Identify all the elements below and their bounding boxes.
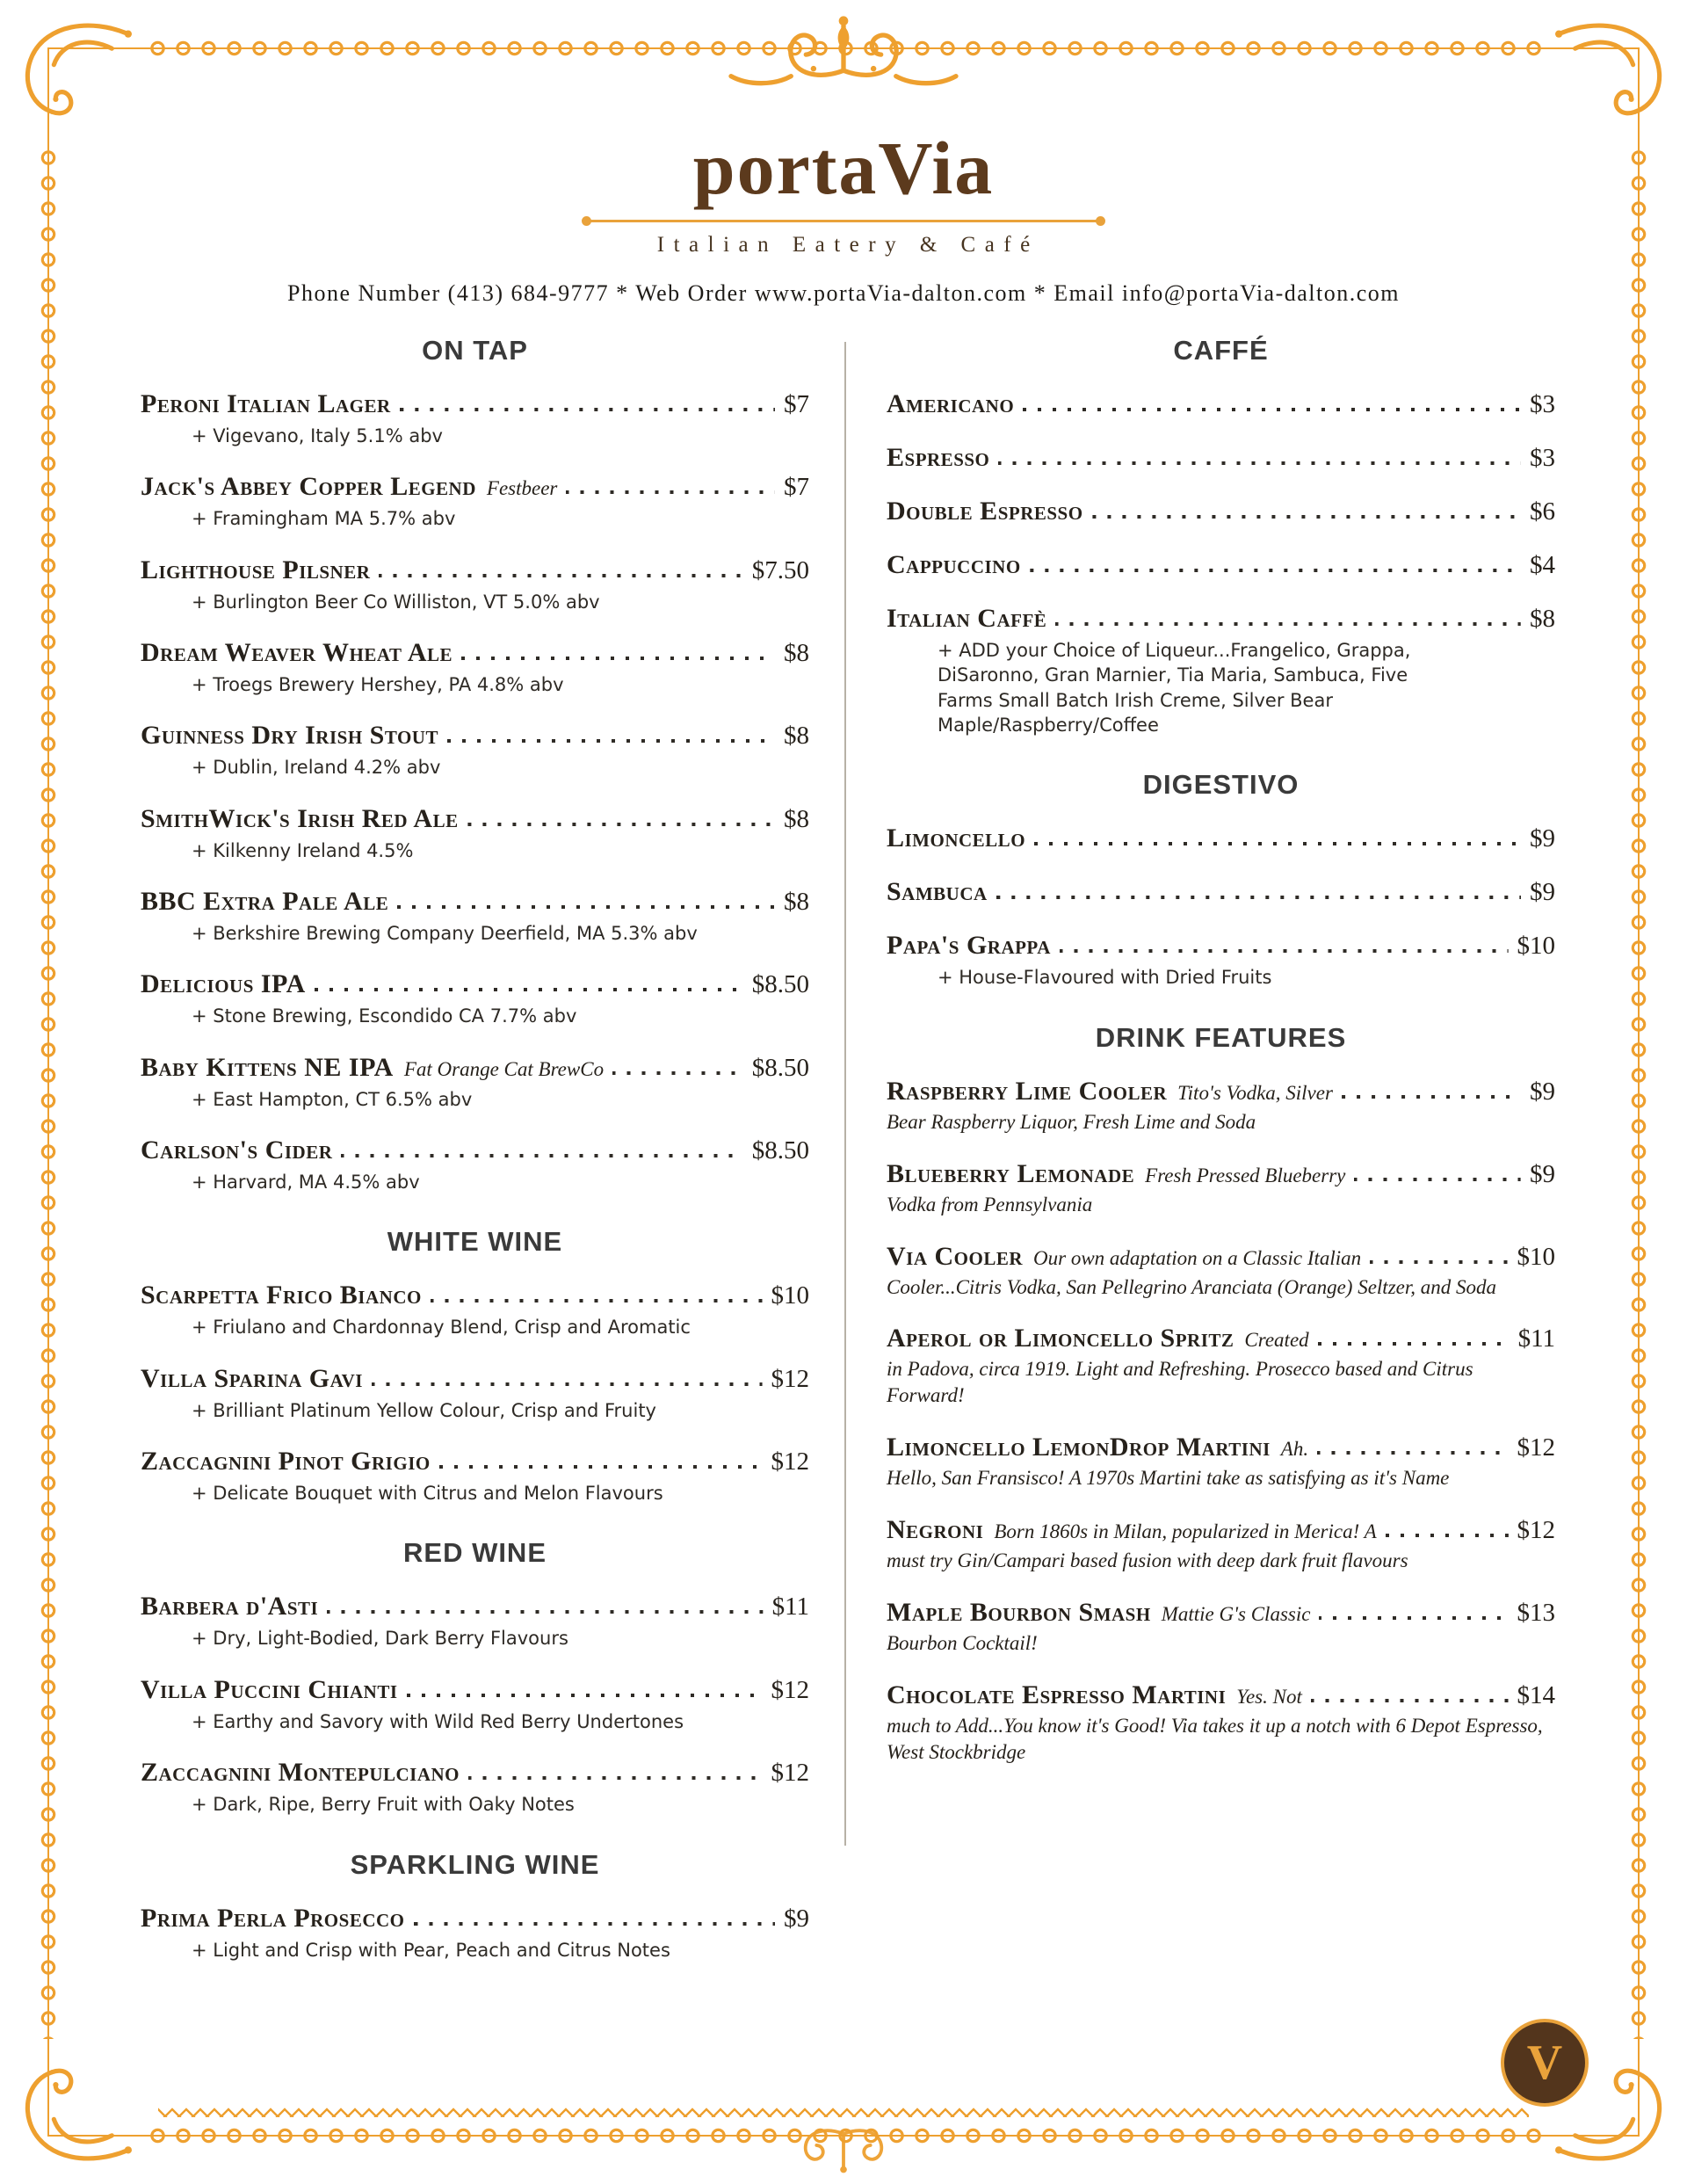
item-price: $7	[784, 390, 809, 418]
section-items	[141, 389, 809, 1194]
item-name: Villa Sparina Gavi	[141, 1363, 363, 1393]
item-price: $7.50	[751, 555, 809, 584]
menu-header	[0, 0, 1687, 307]
dotted-leader	[566, 490, 775, 494]
section-title: WHITE WINE	[387, 1226, 563, 1258]
menu-item-row	[141, 1592, 809, 1622]
item-description: + Burlington Beer Co Williston, VT 5.0% abv	[192, 591, 600, 613]
item-price: $8.50	[751, 1136, 809, 1165]
menu-item-row	[887, 443, 1555, 473]
item-description: + Kilkenny Ireland 4.5%	[192, 839, 414, 861]
item-name: Cappuccino	[887, 550, 1021, 579]
item-name: Italian Caffè	[887, 604, 1047, 633]
menu-item-row	[141, 1447, 809, 1477]
menu-section	[887, 769, 1555, 990]
section-title: ON TAP	[422, 335, 528, 366]
menu-item-row	[887, 1324, 1555, 1353]
menu-item-row	[141, 969, 809, 999]
item-price: $9	[1530, 878, 1555, 907]
item-description: + East Hampton, CT 6.5% abv	[192, 1088, 473, 1110]
item-price: $10	[1517, 932, 1555, 961]
item-price: $6	[1530, 497, 1555, 526]
item-price: $12	[771, 1364, 809, 1393]
item-name: Chocolate Espresso Martini	[887, 1680, 1227, 1709]
item-price: $9	[1530, 824, 1555, 853]
section-items	[141, 1904, 809, 1963]
dotted-leader	[1023, 408, 1521, 411]
item-price: $12	[1517, 1516, 1555, 1545]
section-items	[887, 389, 1555, 737]
item-price: $3	[1530, 390, 1555, 418]
item-name: Negroni	[887, 1515, 984, 1545]
menu-item-row	[141, 1758, 809, 1788]
item-price: $8	[1530, 605, 1555, 633]
menu-item	[887, 1242, 1555, 1301]
dotted-leader	[341, 1154, 742, 1157]
dotted-leader	[998, 461, 1521, 465]
menu-item	[141, 721, 809, 780]
item-price: $12	[771, 1759, 809, 1788]
menu-item-row	[887, 1680, 1555, 1710]
menu-section	[141, 335, 809, 1194]
menu-item	[887, 497, 1555, 526]
item-note: Fresh Pressed Blueberry	[1145, 1164, 1346, 1186]
dotted-leader	[1092, 515, 1521, 519]
item-name: Scarpetta Frico Bianco	[141, 1281, 422, 1310]
item-price: $8.50	[751, 970, 809, 999]
dotted-leader	[397, 905, 775, 909]
menu-item-row	[887, 1433, 1555, 1462]
dotted-leader	[1319, 1616, 1508, 1620]
item-price: $8	[784, 722, 809, 751]
menu-item	[141, 1758, 809, 1817]
item-name: Zaccagnini Pinot Grigio	[141, 1447, 431, 1477]
menu-item	[141, 1592, 809, 1651]
section-items	[887, 824, 1555, 990]
item-description: + Stone Brewing, Escondido CA 7.7% abv	[192, 1005, 577, 1027]
section-title: DIGESTIVO	[1142, 769, 1300, 801]
menu-item-row	[887, 1515, 1555, 1545]
menu-item-row	[887, 1598, 1555, 1628]
section-items	[141, 1281, 809, 1506]
dotted-leader	[414, 1922, 776, 1926]
dotted-leader	[1318, 1342, 1510, 1346]
item-price: $3	[1530, 444, 1555, 472]
menu-item	[887, 1077, 1555, 1136]
item-price: $8	[784, 804, 809, 833]
item-description: + Dry, Light-Bodied, Dark Berry Flavours	[192, 1628, 568, 1650]
item-name: Blueberry Lemonade	[887, 1158, 1135, 1188]
item-description: + Friulano and Chardonnay Blend, Crisp and Aromatic	[192, 1317, 691, 1339]
menu-item-row	[887, 550, 1555, 580]
item-description: + Delicate Bouquet with Citrus and Melon Flavours	[192, 1483, 663, 1505]
item-note: Created	[1244, 1329, 1309, 1352]
menu-item	[141, 969, 809, 1028]
section-title: RED WINE	[403, 1537, 547, 1569]
item-description-italic: Vodka from Pennsylvania	[887, 1193, 1093, 1215]
item-note: Festbeer	[486, 477, 558, 500]
menu-item	[887, 1159, 1555, 1218]
section-items	[141, 1592, 809, 1817]
menu-section	[887, 1022, 1555, 1766]
item-name: Via Cooler	[887, 1241, 1024, 1271]
item-note: Our own adaptation on a Classic Italian	[1033, 1246, 1362, 1269]
item-description: + Dark, Ripe, Berry Fruit with Oaky Notes	[192, 1794, 575, 1816]
dotted-leader	[400, 408, 775, 411]
menu-item	[141, 1904, 809, 1963]
dotted-leader	[461, 657, 775, 660]
item-name: Limoncello	[887, 824, 1026, 853]
item-name: BBC Extra Pale Ale	[141, 887, 389, 917]
item-price: $12	[771, 1675, 809, 1704]
dotted-leader	[1311, 1699, 1509, 1702]
dotted-leader	[439, 1465, 763, 1469]
section-title: SPARKLING WINE	[350, 1848, 600, 1880]
menu-item-row	[141, 721, 809, 751]
item-note: Fat Orange Cat BrewCo	[403, 1057, 605, 1080]
item-name: Dream Weaver Wheat Ale	[141, 638, 453, 668]
dotted-leader	[372, 1382, 763, 1386]
menu-item-row	[887, 824, 1555, 853]
item-description-italic: Cooler...Citris Vodka, San Pellegrino Aranciata (Orange) Seltzer, and Soda	[887, 1275, 1497, 1298]
menu-item	[141, 389, 809, 448]
menu-item	[887, 1324, 1555, 1409]
bottom-flourish-icon	[742, 2096, 945, 2177]
item-note: Ah.	[1280, 1438, 1309, 1461]
dotted-leader	[1034, 842, 1521, 845]
item-description-italic: in Padova, circa 1919. Light and Refreshing. Prosecco based and Citrus Forward!	[887, 1358, 1473, 1407]
item-price: $9	[784, 1904, 809, 1933]
dotted-leader	[1030, 569, 1521, 572]
item-name: Villa Puccini Chianti	[141, 1674, 398, 1704]
menu-item	[887, 389, 1555, 419]
menu-columns	[0, 307, 1687, 1986]
menu-item-row	[141, 1053, 809, 1083]
item-description-italic: Hello, San Fransisco! A 1970s Martini take as satisfying as it's Name	[887, 1467, 1450, 1490]
item-note: Tito's Vodka, Silver	[1177, 1081, 1333, 1104]
item-name: Double Espresso	[887, 497, 1083, 526]
menu-item	[141, 1364, 809, 1423]
section-items	[887, 1077, 1555, 1766]
item-name: Raspberry Lime Cooler	[887, 1076, 1168, 1106]
dotted-leader	[1060, 949, 1509, 953]
item-description: + House-Flavoured with Dried Fruits	[938, 967, 1272, 989]
menu-item	[887, 604, 1555, 737]
menu-item	[887, 824, 1555, 853]
menu-item-row	[141, 1136, 809, 1165]
menu-item	[141, 472, 809, 531]
menu-item-row	[887, 497, 1555, 526]
menu-item	[887, 1598, 1555, 1657]
dotted-leader	[407, 1694, 763, 1697]
menu-item-row	[887, 604, 1555, 634]
dotted-leader	[431, 1299, 763, 1302]
item-name: Barbera d'Asti	[141, 1592, 319, 1622]
item-description: + Harvard, MA 4.5% abv	[192, 1172, 420, 1194]
menu-item-row	[887, 1242, 1555, 1272]
item-price: $7	[784, 473, 809, 502]
item-description: + Brilliant Platinum Yellow Colour, Crisp and Fruity	[192, 1399, 656, 1421]
menu-section	[887, 335, 1555, 737]
menu-item-row	[141, 1904, 809, 1934]
item-price: $14	[1517, 1680, 1555, 1709]
menu-item	[141, 1136, 809, 1194]
menu-item	[887, 1433, 1555, 1491]
item-name: Prima Perla Prosecco	[141, 1903, 405, 1933]
item-price: $9	[1530, 1077, 1555, 1106]
menu-item-row	[141, 1364, 809, 1394]
dotted-leader	[1370, 1260, 1508, 1264]
menu-item	[141, 555, 809, 614]
item-note: Mattie G's Classic	[1161, 1602, 1311, 1625]
menu-column-right	[846, 330, 1555, 1986]
item-description-italic: Bear Raspberry Liquor, Fresh Lime and Soda	[887, 1110, 1256, 1133]
item-name: Peroni Italian Lager	[141, 389, 391, 418]
dotted-leader	[1354, 1178, 1521, 1181]
menu-section	[141, 1537, 809, 1817]
item-price: $4	[1530, 551, 1555, 579]
zigzag-border-bottom	[158, 2106, 1529, 2117]
dotted-leader	[996, 896, 1521, 899]
menu-item	[141, 1447, 809, 1506]
item-price: $12	[771, 1448, 809, 1477]
item-name: Delicious IPA	[141, 969, 306, 999]
item-description: + Berkshire Brewing Company Deerfield, MA 5.3% abv	[192, 923, 698, 945]
dotted-leader	[315, 988, 743, 991]
menu-column-left	[141, 330, 844, 1986]
dotted-leader	[327, 1610, 763, 1614]
item-note: Yes. Not	[1236, 1685, 1302, 1708]
item-description: + Vigevano, Italy 5.1% abv	[192, 425, 443, 446]
dotted-leader	[379, 574, 742, 577]
item-price: $13	[1517, 1598, 1555, 1627]
item-description-italic: Bourbon Cocktail!	[887, 1631, 1038, 1654]
brand-tagline: Italian Eatery & Café	[656, 233, 1039, 257]
item-name: Espresso	[887, 443, 990, 472]
item-name: Americano	[887, 389, 1015, 418]
menu-item	[887, 1680, 1555, 1766]
menu-item	[887, 443, 1555, 473]
item-name: Jack's Abbey Copper Legend	[141, 472, 476, 502]
menu-item-row	[141, 1675, 809, 1705]
menu-item-row	[141, 389, 809, 419]
menu-item	[887, 1515, 1555, 1574]
menu-item	[141, 1281, 809, 1339]
item-name: Maple Bourbon Smash	[887, 1597, 1151, 1627]
corner-flourish-icon	[14, 2052, 132, 2170]
item-price: $12	[1517, 1433, 1555, 1462]
menu-item-row	[887, 931, 1555, 961]
item-price: $9	[1530, 1159, 1555, 1188]
section-title: DRINK FEATURES	[1095, 1021, 1347, 1053]
dotted-leader	[1317, 1451, 1508, 1455]
item-name: Guinness Dry Irish Stout	[141, 721, 438, 751]
menu-item	[887, 550, 1555, 580]
dotted-leader	[1055, 622, 1521, 626]
contact-line: Phone Number (413) 684-9777 * Web Order www.portaVia-dalton.com * Email info@portaVia-dalton.com	[286, 280, 1400, 306]
dotted-leader	[1386, 1534, 1509, 1537]
item-name: SmithWick's Irish Red Ale	[141, 803, 459, 833]
menu-section	[141, 1226, 809, 1506]
dotted-leader	[612, 1071, 743, 1075]
item-price: $11	[771, 1593, 809, 1622]
dotted-leader	[468, 1776, 762, 1780]
menu-item	[141, 1675, 809, 1734]
item-price: $10	[771, 1281, 809, 1310]
dotted-leader	[447, 739, 775, 743]
menu-item	[141, 887, 809, 946]
menu-item	[141, 638, 809, 697]
item-name: Sambuca	[887, 877, 988, 907]
item-name: Baby Kittens NE IPA	[141, 1052, 394, 1082]
menu-item	[141, 804, 809, 863]
item-name: Carlson's Cider	[141, 1136, 333, 1165]
brand-logo: portaVia	[692, 126, 995, 210]
item-price: $8	[784, 888, 809, 917]
ornate-border-bottom	[145, 2122, 1542, 2149]
item-description: + Earthy and Savory with Wild Red Berry Undertones	[192, 1710, 684, 1732]
item-name: Lighthouse Pilsner	[141, 555, 371, 584]
dotted-leader	[467, 823, 775, 826]
menu-item	[887, 931, 1555, 990]
item-description-italic: must try Gin/Campari based fusion with deep dark fruit flavours	[887, 1549, 1408, 1572]
brand-badge	[1501, 2019, 1589, 2107]
item-description: + ADD your Choice of Liqueur...Frangelico, Grappa, DiSaronno, Gran Marnier, Tia Maria, Sambuca, Five Farms Small Batch Irish Creme, Silver Bear Maple/Raspberry/Coffee	[938, 640, 1411, 736]
item-price: $10	[1517, 1242, 1555, 1271]
menu-item-row	[887, 877, 1555, 907]
menu-item-row	[141, 638, 809, 668]
brand-badge-letter: V	[1526, 2035, 1563, 2090]
item-price: $8	[784, 639, 809, 668]
menu-item-row	[887, 389, 1555, 419]
item-price: $8.50	[751, 1053, 809, 1082]
menu-item-row	[887, 1077, 1555, 1107]
menu-item	[887, 877, 1555, 907]
menu-item-row	[887, 1159, 1555, 1189]
menu-item-row	[141, 1281, 809, 1310]
item-description-italic: much to Add...You know it's Good! Via takes it up a notch with 6 Depot Espresso, West Stockbridge	[887, 1714, 1543, 1763]
logo-underline	[589, 220, 1098, 222]
item-description: + Framingham MA 5.7% abv	[192, 508, 456, 530]
item-name: Zaccagnini Montepulciano	[141, 1758, 460, 1788]
item-description: + Light and Crisp with Pear, Peach and Citrus Notes	[192, 1939, 670, 1961]
section-title: CAFFÉ	[1173, 335, 1269, 366]
dotted-leader	[1342, 1095, 1521, 1099]
menu-item-row	[141, 472, 809, 502]
menu-item-row	[141, 804, 809, 834]
item-name: Papa's Grappa	[887, 931, 1051, 961]
menu-item-row	[141, 887, 809, 917]
menu-item	[141, 1053, 809, 1112]
menu-item-row	[141, 555, 809, 585]
item-price: $11	[1517, 1324, 1555, 1353]
menu-section	[141, 1849, 809, 1963]
item-note: Born 1860s in Milan, popularized in Merica! A	[994, 1520, 1377, 1543]
item-name: Aperol or Limoncello Spritz	[887, 1324, 1234, 1353]
item-description: + Troegs Brewery Hershey, PA 4.8% abv	[192, 674, 564, 696]
item-description: + Dublin, Ireland 4.2% abv	[192, 757, 441, 779]
item-name: Limoncello LemonDrop Martini	[887, 1433, 1271, 1462]
